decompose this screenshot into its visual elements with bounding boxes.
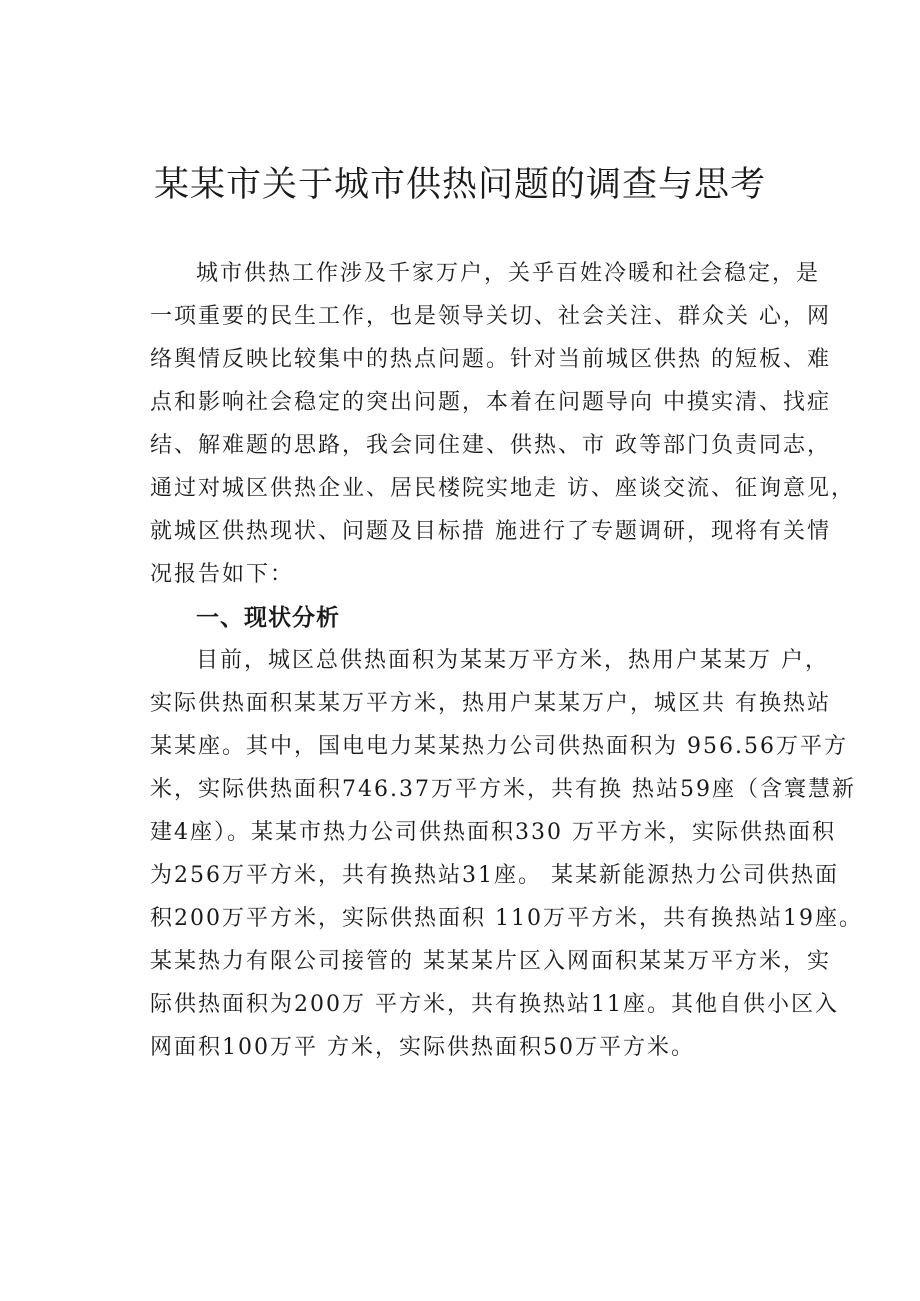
paragraph-line: 为256万平方米，共有换热站31座。 某某新能源热力公司供热面 [150,863,839,888]
paragraph-line: 络舆情反映比较集中的热点问题。针对当前城区供热 的短板、难 [150,347,831,372]
paragraph-line: 就城区供热现状、问题及目标措 施进行了专题调研，现将有关情 [150,519,831,544]
document-title: 某某市关于城市供热问题的调查与思考 [153,165,766,205]
section-heading: 一、现状分析 [196,605,340,631]
paragraph-line: 目前，城区总供热面积为某某万平方米，热用户某某万 户， [196,648,829,673]
paragraph-line: 网面积100万平 方米，实际供热面积50万平方米。 [150,1035,695,1060]
paragraph-line: 建4座）。某某市热力公司供热面积330 万平方米，实际供热面积 [150,820,836,845]
paragraph-line: 米，实际供热面积746.37万平方米，共有换 热站59座（含寰慧新 [150,777,856,802]
paragraph-line: 实际供热面积某某万平方米，热用户某某万户，城区共 有换热站 [150,691,831,716]
paragraph-line: 结、解难题的思路，我会同住建、供热、市 政等部门负责同志， [150,433,831,458]
paragraph-line: 况报告如下： [150,562,295,587]
paragraph-line: 一项重要的民生工作，也是领导关切、社会关注、群众关 心，网 [150,304,831,329]
paragraph-line: 某某热力有限公司接管的 某某某片区入网面积某某万平方米，实 [150,949,831,974]
paragraph-line: 某某座。其中，国电电力某某热力公司供热面积为 956.56万平方 [150,734,848,759]
paragraph-line: 积200万平方米，实际供热面积 110万平方米，共有换热站19座。 [150,906,863,931]
paragraph-line: 际供热面积为200万 平方米，共有换热站11座。其他自供小区入 [150,992,839,1017]
paragraph-line: 通过对城区供热企业、居民楼院实地走 访、座谈交流、征询意见， [150,476,855,501]
paragraph-line: 点和影响社会稳定的突出问题，本着在问题导向 中摸实清、找症 [150,390,831,415]
paragraph-line: 城市供热工作涉及千家万户，关乎百姓冷暖和社会稳定，是 [196,261,821,286]
